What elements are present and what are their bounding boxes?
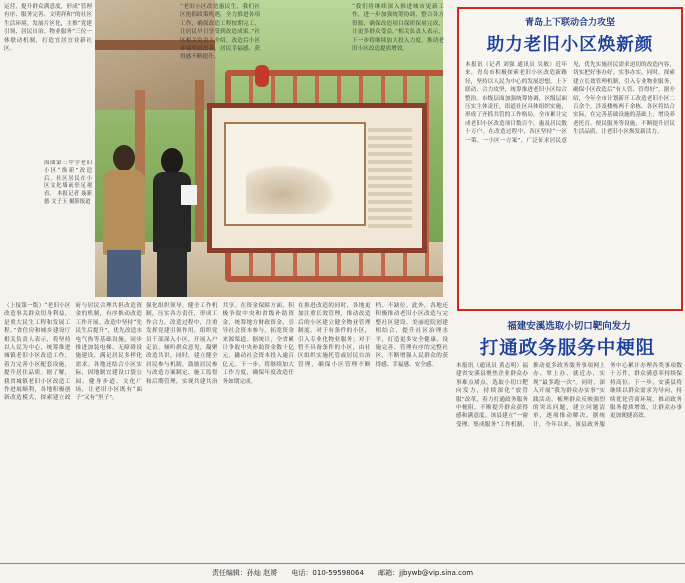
featured-story-subtitle: 青岛上下联动合力攻坚 — [524, 18, 615, 28]
photo-ink-painting — [246, 164, 336, 214]
photo-caption: 海曲第三中学老旧小区“焕新”改造后，社区居民在小区文化墙前驻足观看。 本报记者 聂新德 文子玉 摄影报道 — [44, 160, 92, 205]
photo-person-woman-head — [161, 148, 183, 174]
column-bottom-right: 在推进改造的同时，各地更加注重长效管理，推动改造后的小区建立健全物业管理制度。对于有条件的小区，引入专业化物业服务；对于暂不具备条件的小区，由社区组织实施托管或居民自治管理，确保小区管理不断档、不缺位。此外，各地还积极推动老旧小区改造与完整社区建设、美丽庭院创建相结合，提升社区治理水平，打造更多安全健康、设施完善、管理有序的完整社区，不断增强人民群众的获得感、幸福感、安全感。 — [298, 303, 448, 368]
photo-paper — [181, 185, 197, 205]
photo-person-man-head — [113, 145, 135, 171]
featured-story-body: 本报讯（记者 刘强 通讯员 吴敏）近年来，青岛市积极探索老旧小区改造新路径，坚持以人民为中心的发展思想，上下联动、合力攻坚，统筹推进老旧小区综合整治。市级层面加强统筹协调，区级层面压实主体责任，街道社区具体组织实施，形成了齐抓共管的工作格局。全市累计完成老旧小区改造项目数百个，惠及居民数十万户。在改造过程中，各区坚持“一区一策、一小区一方案”，广泛征求居民意见，优先实施居民需求迫切的改造内容，切实把好事办好、实事办实。同时，探索建立长效管理机制，引入专业物业服务，确保小区改造后“有人管、管得好”。据介绍，今年全市计划新开工改造老旧小区二百余个，涉及楼栋两千余栋。各区将结合实际，在完善基础设施的基础上，增设养老托育、便民服务等设施，不断提升居民生活品质，让老旧小区焕发新活力。 — [465, 62, 675, 144]
footer-editor: 责任编辑：孙灿 赵赟 — [211, 569, 278, 577]
photo-board-text — [368, 128, 412, 228]
column-bottom-mid: 强化组织领导，健全工作机制，压实各方责任，形成工作合力。改造过程中，注重发挥党建引领作用，组织党员干部深入小区，开展入户走访，倾听群众意见，凝聚改造共识。同时，建立健全居民参与机制，鼓励居民参与改造方案制定、施工监督和后期管理，实现共建共治共享。在资金保障方面，积极争取中央和省级补助资金，统筹地方财政资金，引导社会资本参与，拓宽资金来源渠道。据统计，全省累计争取中央补助资金数十亿元，撬动社会资本投入逾百亿元。下一步，将继续加大工作力度，确保年度改造任务如期完成。 — [146, 303, 294, 385]
photo-lantern — [255, 65, 269, 87]
second-story-title: 打通政务服务中梗阻 — [479, 338, 656, 359]
column-left-top: 运营，提升群众满意度，形成“管理有序、服务完善、文明祥和”的社区生活环境。发展片区化，主推“党建引领、居民自治、物业服务”三位一体联动机制，打造宜居宜业新社区。 — [4, 4, 92, 53]
photo-person-man-legs — [107, 250, 141, 297]
footer-phone: 电话：010-59598064 — [291, 569, 364, 577]
second-story-subtitle: 福建安溪选取小切口靶向发力 — [507, 321, 631, 332]
column-right-top: “我们将继续深入推进城市更新工作，进一步加强统筹协调，整合各方资源，确保改造项目保质保量完成，让更多群众受益。”相关负责人表示，下一步将继续加大投入力度，推动老旧小区改造提质增效。 — [352, 4, 444, 53]
photo-board-poster — [224, 122, 366, 226]
column-mid-top: “老旧小区改造惠民生，我们社区抢抓政策机遇，全力推进各项工作，确保改造工程按期完工，让居民早日享受到改造成果。”社区相关负责人介绍。改造后小区环境明显改善，居民幸福感、获得感不断提升。 — [180, 4, 260, 61]
footer-email: 邮箱：jjbywb@vip.sina.com — [378, 569, 474, 577]
column-bottom-left: （上接第一版）“老旧小区改造事关群众切身利益，是重大民生工程和发展工程。”省住房和城乡建设厅相关负责人表示，将坚持以人民为中心，统筹推进城镇老旧小区改造工作，着力完善小区配套设施，提升居住品质。据了解，我省城镇老旧小区改造工作进展顺利，各地积极创新改造模式，探索建立政府与居民合理共担改造资金的机制，有序推动改造工作开展。改造中坚持“先民生后提升”，优先改造水电气热等基础设施，同步推进加装电梯、无障碍设施建设，满足居民多样化需求。各地还结合小区实际，因地制宜建设口袋公园、健身步道、文化广场，让老旧小区既有“面子”又有“里子”。 — [4, 303, 142, 402]
footer-divider — [0, 563, 685, 564]
photo-display-board — [207, 103, 427, 253]
featured-story-box — [457, 7, 683, 311]
photo-person-man — [103, 170, 145, 255]
photo-person-woman-legs — [157, 248, 187, 297]
photo-person-woman — [153, 172, 191, 252]
page-footer — [0, 568, 685, 578]
featured-story-title: 助力老旧小区焕新颜 — [486, 35, 654, 55]
second-story-body: 本报讯（通讯员 黄志明）福建省安溪县聚焦企业群众办事难点堵点，选取小切口靶向发力，持续深化“放管服”改革，着力打通政务服务中梗阻，不断提升群众获得感和满意度。该县建立“一窗受理、集成服务”工作机制，推动更多政务服务事项网上办、掌上办、就近办，实现“最多跑一次”。同时，深入开展“我为群众办实事”实践活动，梳理群众反映强烈的突出问题，建立问题清单，逐项推动解决。据统计，今年以来，该县政务服务中心累计办理各类事项数十万件，群众满意率持续保持高位。下一步，安溪县将继续以群众需求为导向，持续优化营商环境，推动政务服务提质增效，让群众办事更加便捷高效。 — [456, 363, 682, 428]
